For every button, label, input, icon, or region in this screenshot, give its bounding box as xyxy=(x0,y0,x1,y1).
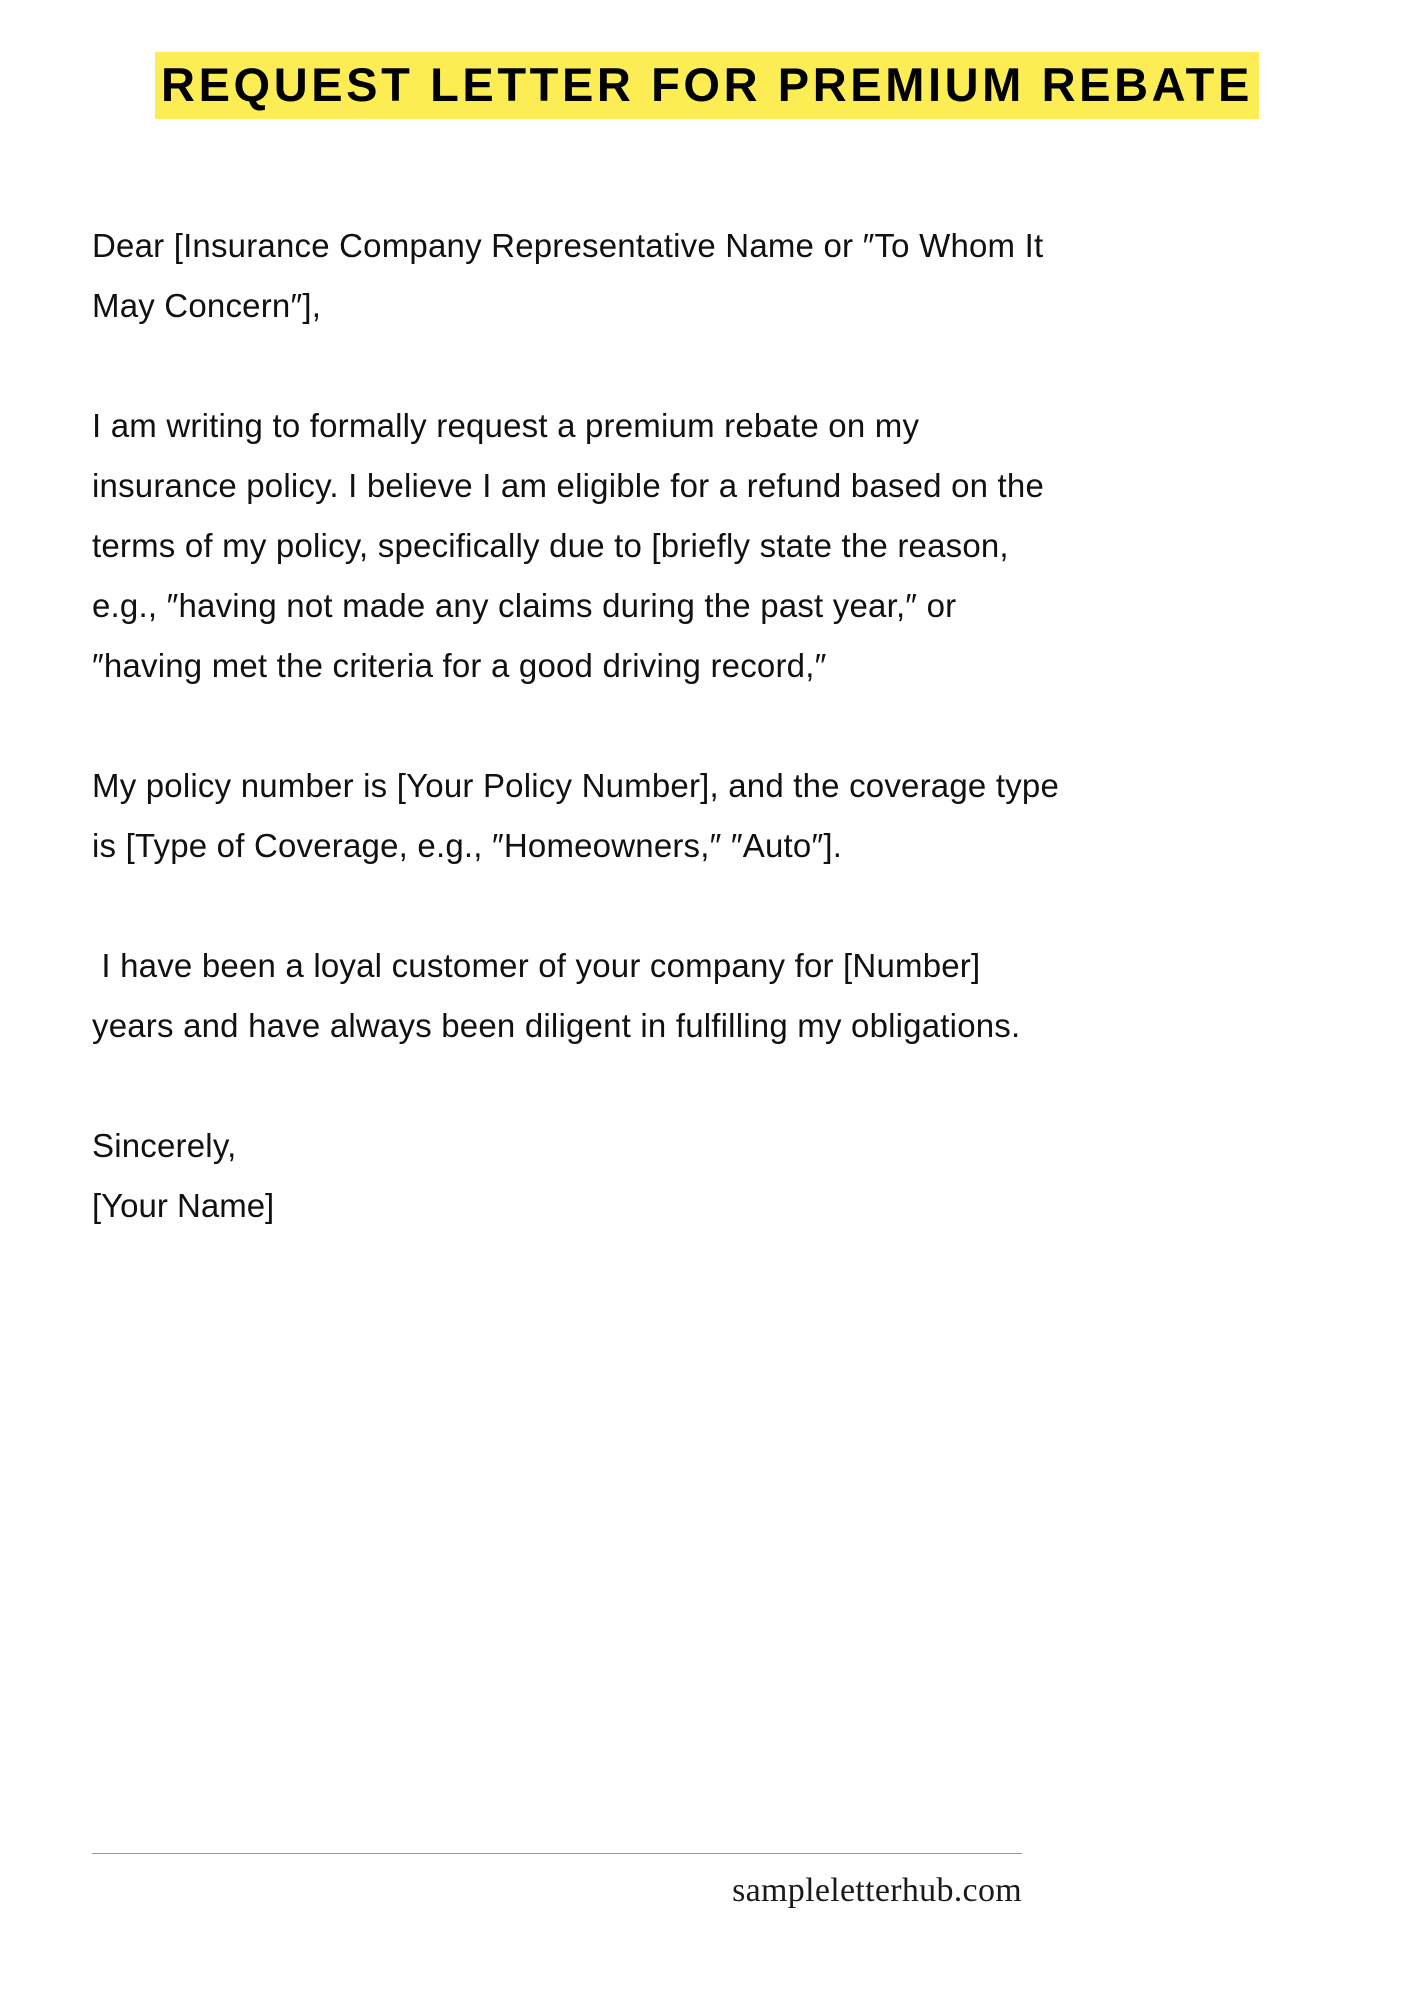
footer-divider xyxy=(92,1853,1022,1854)
closing-signature: [Your Name] xyxy=(92,1187,275,1224)
letter-body xyxy=(92,216,1069,1236)
closing-salutation: Sincerely, xyxy=(92,1127,237,1164)
page-title xyxy=(107,52,1307,119)
page-title-text: REQUEST LETTER FOR PREMIUM REBATE xyxy=(155,52,1259,119)
paragraph-request: I am writing to formally request a premium rebate on my insurance policy. I believe I am eligible for a refund based on the terms of my policy, specifically due to [briefly state the reason, e.g., ″having not made any claims during the past year,″ or ″having met the criteria for a good driving record,″ xyxy=(92,407,1054,684)
paragraph-policy-details: My policy number is [Your Policy Number], and the coverage type is [Type of Coverage, e.g., ″Homeowners,″ ″Auto″]. xyxy=(92,767,1069,864)
paragraph-greeting: Dear [Insurance Company Representative Name or ″To Whom It May Concern″], xyxy=(92,227,1053,324)
footer xyxy=(92,1872,1022,1910)
paragraph-loyalty: I have been a loyal customer of your company for [Number] years and have always been diligent in fulfilling my obligations. xyxy=(92,947,1021,1044)
footer-site-label: sampleletterhub.com xyxy=(732,1872,1022,1909)
